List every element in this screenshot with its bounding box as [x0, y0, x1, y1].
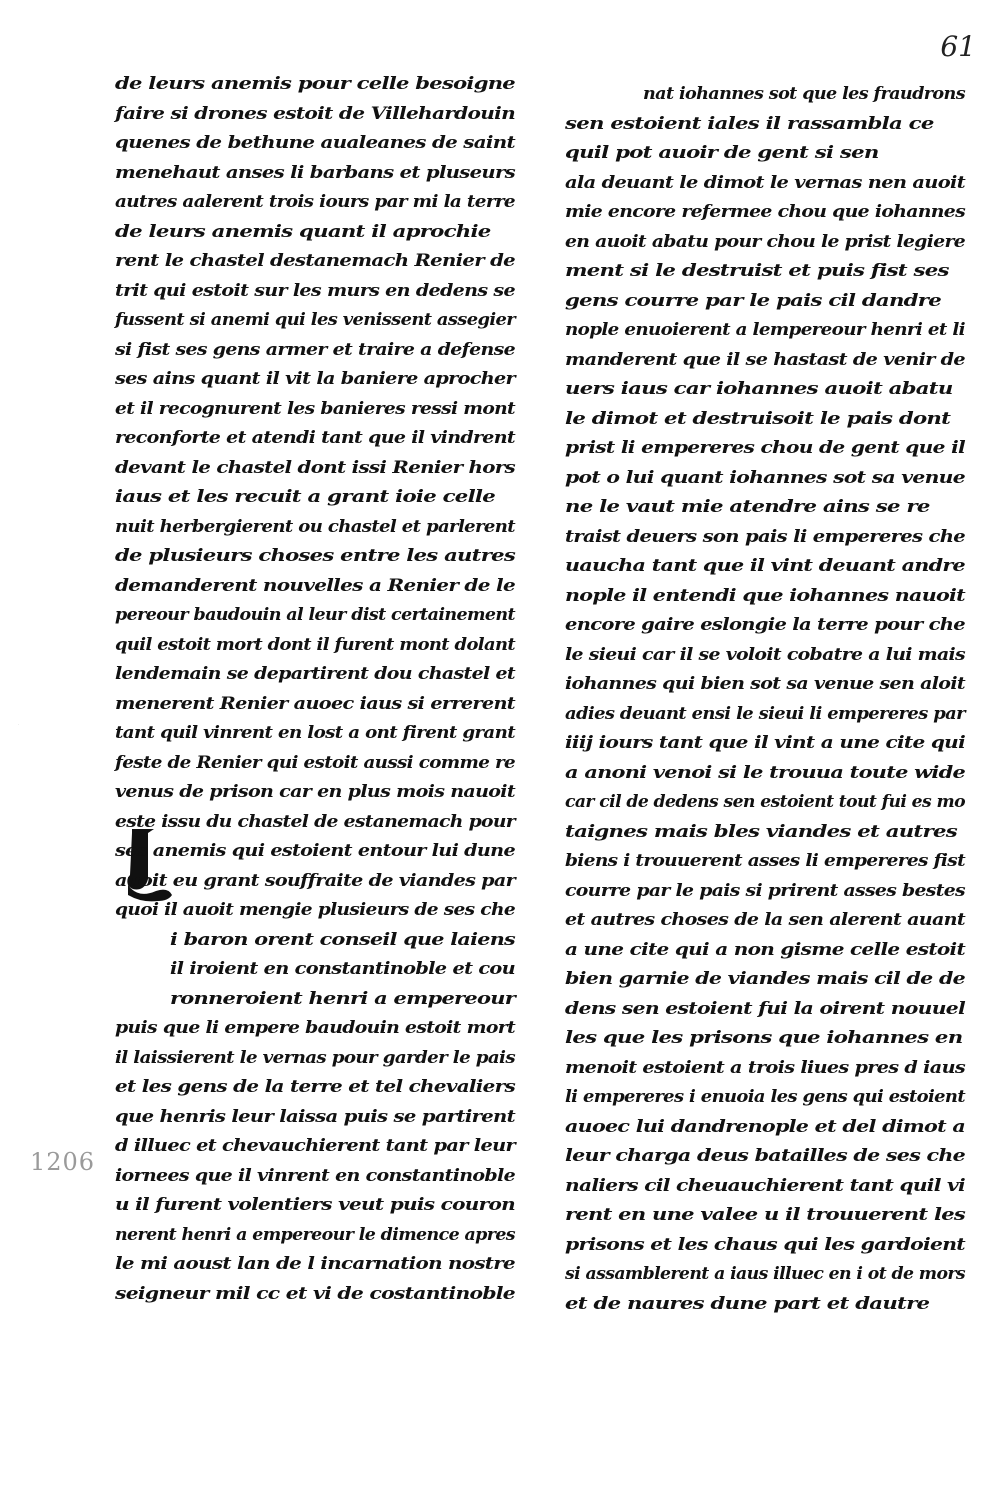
text-line: demanderent nouvelles a Renier de le [115, 575, 515, 596]
text-line: rent en une valee u il trouuerent les [565, 1205, 965, 1225]
text-line: trit qui estoit sur les murs en dedens se [115, 280, 515, 301]
text-line: nople enuoierent a lempereour henri et li [565, 320, 965, 340]
text-line: faire si drones estoit de Villehardouin [115, 103, 515, 124]
text-line: prisons et les chaus qui les gardoient [565, 1234, 965, 1255]
text-line: devant le chastel dont issi Renier hors [115, 457, 515, 478]
text-line: sen estoient iales il rassambla ce [565, 113, 934, 134]
text-line: menoit estoient a trois liues pres d iaus [565, 1057, 965, 1078]
folio-number: 61 [940, 30, 976, 63]
text-line: biens i trouuerent asses li empereres fist [565, 851, 965, 871]
text-line: menerent Renier auoec iaus si errerent [115, 693, 515, 714]
text-line: seigneur mil cc et vi de costantinoble [115, 1283, 515, 1304]
margin-date-note: 1206 [30, 1148, 96, 1176]
text-line: en auoit abatu pour chou le prist legiere [565, 231, 965, 252]
text-line: lendemain se departirent dou chastel et [115, 664, 515, 684]
text-line: ronneroient henri a empereour [170, 988, 515, 1009]
text-line: venus de prison car en plus mois nauoit [115, 782, 515, 802]
text-line: ses ains quant il vit la baniere aprocher [115, 369, 515, 389]
text-line: le mi aoust lan de l incarnation nostre [115, 1254, 515, 1274]
text-line: il iroient en constantinoble et cou [170, 959, 515, 979]
text-line: rent le chastel destanemach Renier de [115, 251, 515, 271]
text-line: autres aalerent trois iours par mi la terre [115, 192, 515, 212]
text-line: et de naures dune part et dautre [565, 1293, 930, 1314]
text-line: et il recognurent les banieres ressi mont [115, 398, 515, 419]
text-line: nerent henri a empereour le dimence apres [115, 1224, 515, 1245]
text-line: et les gens de la terre et tel chevaliers [115, 1077, 515, 1097]
text-line: nople il entendi que iohannes nauoit [565, 585, 965, 606]
text-line: puis que li empere baudouin estoit mort [115, 1018, 515, 1038]
text-line: pereour baudouin al leur dist certainement [115, 605, 515, 625]
text-line: auoit eu grant souffraite de viandes par [115, 870, 515, 891]
text-line: quoi il auoit mengie plusieurs de ses che [115, 900, 515, 920]
text-line: iornees que il vinrent en constantinoble [115, 1165, 515, 1186]
text-line: nuit herbergierent ou chastel et parlerent [115, 516, 515, 537]
text-line: fussent si anemi qui les venissent assegier [115, 310, 515, 330]
text-line: de leurs anemis pour celle besoigne [115, 74, 515, 94]
text-line: traist deuers son pais li empereres che [565, 526, 965, 547]
text-line: encore gaire eslongie la terre pour che [565, 615, 965, 635]
text-line: ne le vaut mie atendre ains se re [565, 497, 930, 517]
text-line: quil estoit mort dont il furent mont dolant [115, 634, 515, 655]
text-line: iiij iours tant que il vint a une cite qui [565, 733, 965, 753]
text-line: manderent que il se hastast de venir de [565, 349, 965, 370]
text-line: naliers cil cheuauchierent tant quil vi [565, 1175, 965, 1196]
text-line: il laissierent le vernas pour garder le pais [115, 1047, 515, 1068]
text-line: menehaut anses li barbans et pluseurs [115, 162, 515, 183]
text-line: de plusieurs choses entre les autres [115, 546, 515, 566]
text-line: feste de Renier qui estoit aussi comme re [115, 752, 515, 773]
text-line: le dimot et destruisoit le pais dont [565, 408, 951, 429]
text-line: si fist ses gens armer et traire a defense [115, 339, 515, 360]
text-line: dens sen estoient fui la oirent nouuel [565, 998, 965, 1019]
text-line: ses anemis qui estoient entour lui dune [115, 841, 515, 861]
text-line: a une cite qui a non gisme celle estoit [565, 939, 965, 960]
text-line: reconforte et atendi tant que il vindrent [115, 428, 515, 448]
text-line: uaucha tant que il vint deuant andre [565, 556, 965, 576]
text-line: prist li empereres chou de gent que il [565, 438, 965, 458]
text-line: gens courre par le pais cil dandre [565, 290, 941, 311]
text-line: que henris leur laissa puis se partirent [115, 1106, 515, 1127]
text-line: si assamblerent a iaus illuec en i ot de mors [565, 1264, 965, 1284]
text-line: bien garnie de viandes mais cil de de [565, 969, 965, 989]
text-line: tant quil vinrent en lost a ont firent grant [115, 723, 515, 743]
text-line: pot o lui quant iohannes sot sa venue [565, 467, 965, 488]
text-line: uers iaus car iohannes auoit abatu [565, 379, 953, 399]
text-line: nat iohannes sot que les fraudrons [643, 84, 965, 104]
drop-capital-letter: L [18, 725, 19, 726]
text-line: quil pot auoir de gent si sen [565, 143, 879, 163]
text-line: ment si le destruist et puis fist ses [565, 261, 949, 281]
text-line: leur charga deus batailles de ses che [565, 1146, 965, 1166]
text-line: d illuec et chevauchierent tant par leur [115, 1136, 515, 1156]
text-line: iohannes qui bien sot sa venue sen aloit [565, 674, 965, 694]
text-line: ala deuant le dimot le vernas nen auoit [565, 172, 965, 193]
text-line: u il furent volentiers veut puis couron [115, 1195, 515, 1215]
right-text-column [565, 80, 965, 1319]
text-line: et autres choses de la sen alerent auant [565, 910, 965, 930]
text-line: les que les prisons que iohannes en [565, 1028, 963, 1048]
text-line: i baron orent conseil que laiens [170, 929, 515, 950]
text-line: adies deuant ensi le sieui li empereres par [565, 703, 965, 724]
text-line: mie encore refermee chou que iohannes [565, 202, 965, 222]
text-line: courre par le pais si prirent asses bestes [565, 880, 965, 901]
text-line: iaus et les recuit a grant ioie celle [115, 487, 495, 507]
text-line: car cil de dedens sen estoient tout fui es mo [565, 792, 965, 812]
left-text-column [115, 70, 515, 1309]
text-line: de leurs anemis quant il aprochie [115, 221, 491, 242]
text-line: a anoni venoi si le trouua toute wide [565, 762, 965, 783]
text-line: quenes de bethune aualeanes de saint [115, 133, 515, 153]
text-line: le sieui car il se voloit cobatre a lui mais [565, 644, 965, 665]
text-line: este issu du chastel de estanemach pour [115, 811, 515, 832]
text-line: li empereres i enuoia les gens qui estoient [565, 1087, 965, 1107]
text-line: taignes mais bles viandes et autres [565, 821, 957, 842]
text-line: auoec lui dandrenople et del dimot a [565, 1116, 965, 1137]
